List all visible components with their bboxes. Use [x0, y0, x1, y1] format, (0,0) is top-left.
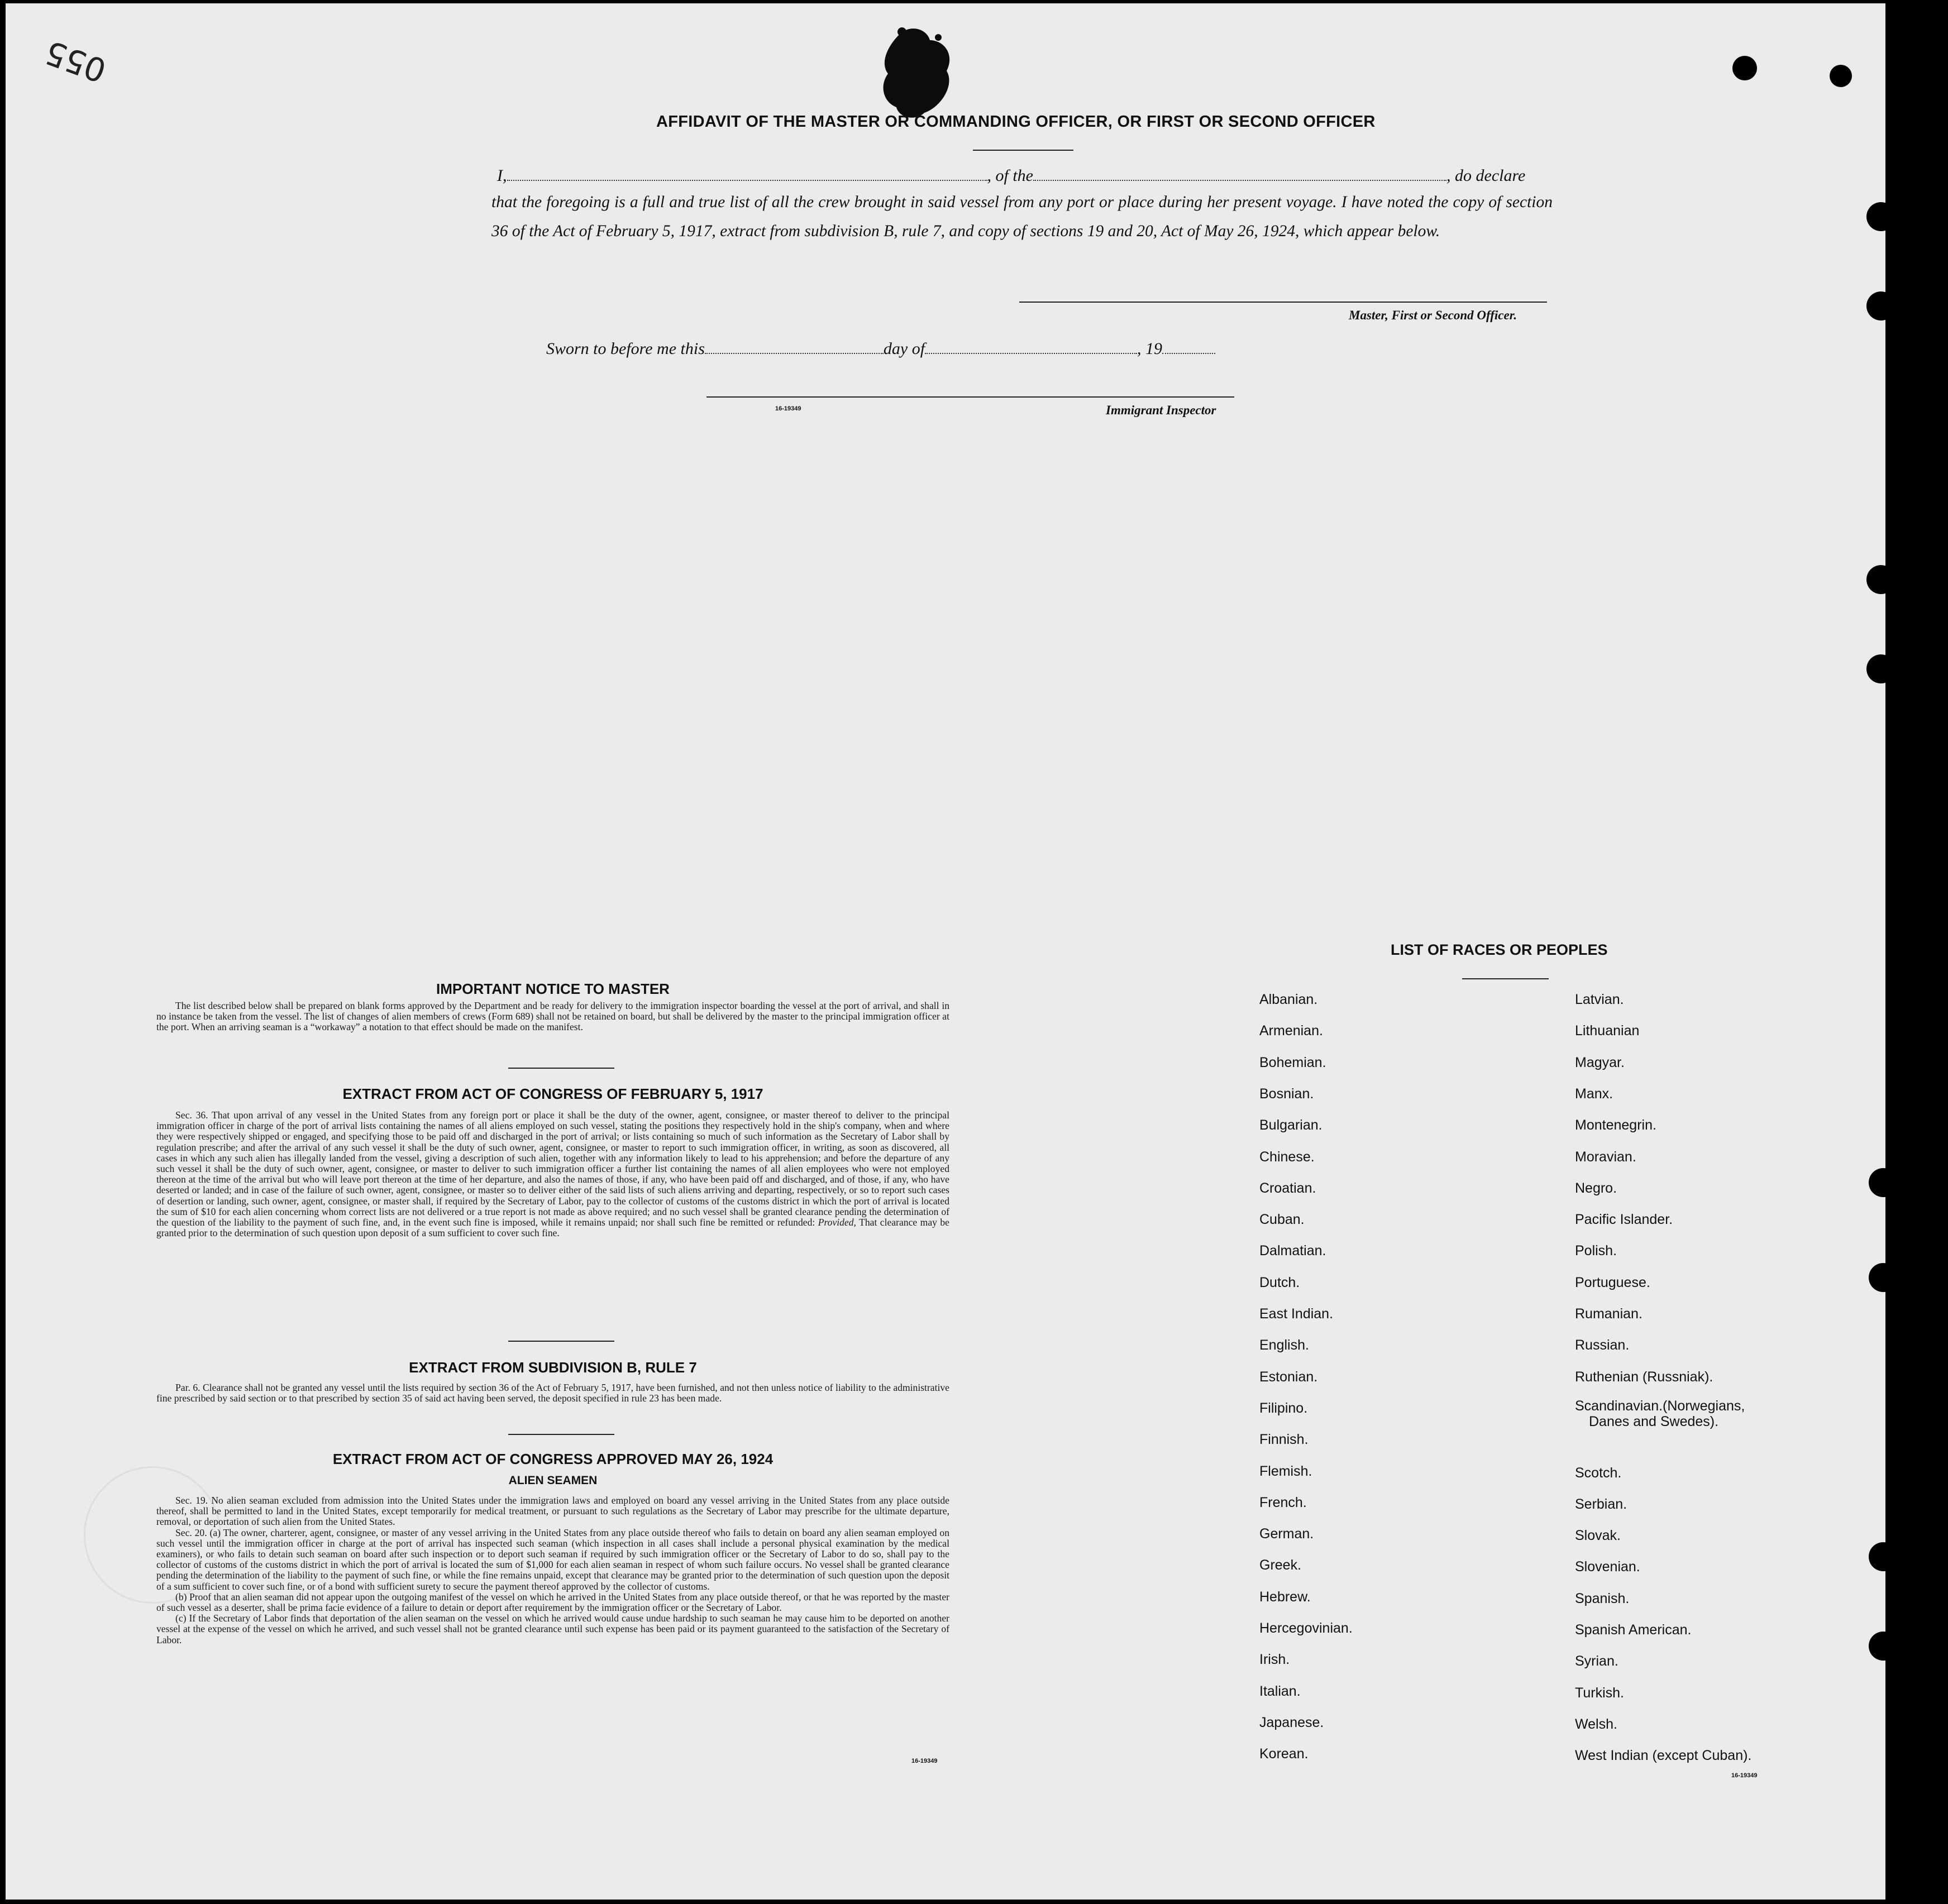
- sworn-line: [546, 339, 1215, 358]
- races-title-rule: [1462, 978, 1549, 979]
- race-item: Korean.: [1259, 1746, 1309, 1762]
- handwritten-page-number: 055: [40, 33, 112, 90]
- proviso-text: That clearance may be granted prior to the determination of such question upon deposit of a sum sufficient to cover such fine.: [156, 1217, 949, 1239]
- race-item: Dalmatian.: [1259, 1243, 1326, 1259]
- race-item: Pacific Islander.: [1575, 1212, 1673, 1228]
- ink-blot-mark: [877, 23, 961, 124]
- race-item: Negro.: [1575, 1180, 1617, 1196]
- binder-hole: [1869, 1542, 1885, 1571]
- race-item: West Indian (except Cuban).: [1575, 1748, 1752, 1764]
- proviso-word: Provided,: [818, 1217, 856, 1228]
- race-item: Danes and Swedes).: [1589, 1413, 1719, 1429]
- declarant-name-field[interactable]: [507, 169, 987, 181]
- race-item: Manx.: [1575, 1085, 1613, 1102]
- race-item: Montenegrin.: [1575, 1117, 1656, 1133]
- race-item: Scandinavian.(Norwegians,: [1575, 1398, 1745, 1414]
- race-item: Armenian.: [1259, 1023, 1323, 1039]
- sec19-paragraph: Sec. 19. No alien seaman excluded from admission into the United States under the immigration laws and employed on board any vessel arriving in the United States from any place outside thereof, shall be permitted to land in the United States, except temporarily for medical treatment, or pursuant to such regulations as the Secretary of Labor may prescribe for the ultimate departure, removal, or deportation of such alien from the United States.: [156, 1495, 949, 1528]
- section-rule: [508, 1434, 614, 1435]
- sworn-day-field[interactable]: [705, 342, 884, 354]
- race-item: Spanish American.: [1575, 1622, 1692, 1638]
- race-item: Greek.: [1259, 1557, 1302, 1573]
- manifest-page: [6, 3, 1885, 1900]
- binder-hole: [1732, 56, 1757, 80]
- race-item: Russian.: [1575, 1337, 1630, 1353]
- sec36-text: Sec. 36. That upon arrival of any vessel in the United States from any foreign port or place it shall be the duty of the owner, agent, consignee, or master thereof to deliver to the principal immigration officer in charge of the port of arrival lists containing the names of all aliens employed on such vessel, stating the positions they respectively hold in the ship's company, when and where they were respectively shipped or engaged, and specifying those to be paid off and discharged in the port of arrival; or lists containing so much of such information as the Secretary of Labor shall by regulation prescribe; and after the arrival of any such vessel it shall be the duty of such owner, agent, consignee, or master to report to such immigration officer, in writing, as soon as discovered, all cases in which any such alien has illegally landed from the vessel, giving a description of such alien, together with any information likely to lead to his apprehension; and before the departure of any such vessel it shall be the duty of such owner, agent, consignee, or master to deliver to such immigration officer a further list containing the names of all alien employees who were not employed thereon at the time of the arrival but who will leave port thereon at the time of her departure, and also the names of those, if any, who have been paid off and discharged, and of those, if any, who have deserted or landed; and in case of the failure of such owner, agent, consignee, or master so to deliver either of the said lists of such aliens arriving and departing, respectively, or so to report such cases of desertion or landing, such owner, agent, consignee, or master shall, if required by the Secretary of Labor, pay to the collector of customs of the customs district in which the port of arrival is located the sum of $10 for each alien concerning whom correct lists are not delivered or a true report is not made as above required; and no such vessel shall be granted clearance pending the determination of the question of the liability to the payment of such fine, and, in the event such fine is imposed, while it remains unpaid; nor shall such fine be remitted or refunded:: [156, 1109, 949, 1228]
- sec20a-paragraph: Sec. 20. (a) The owner, charterer, agent, consignee, or master of any vessel arriving in the United States from any place outside thereof who fails to detain on board any alien seaman employed on such vessel until the immigration officer in charge at the port of arrival has inspected such seaman (which inspection in all cases shall include a personal physical examination by the medical examiners), or who fails to detain such seaman on board after such inspection or to deport such seaman if required by such immigration officer or the Secretary of Labor to do so, shall pay to the collector of customs of the customs district in which the port of arrival is located the sum of $1,000 for each alien seaman in respect of whom such failure occurs. No vessel shall be granted clearance pending the determination of the liability to the payment of such fine, or while the fine remains unpaid, except that clearance may be granted prior to the determination of such question upon the deposit of a sum sufficient to cover such fine, or of a bond with sufficient surety to secure the payment thereof approved by the collector of customs.: [156, 1527, 949, 1592]
- binder-hole: [1869, 1632, 1885, 1661]
- race-item: Albanian.: [1259, 992, 1318, 1007]
- race-item: English.: [1259, 1337, 1309, 1353]
- sec20c-paragraph: (c) If the Secretary of Labor finds that deportation of the alien seaman on the vessel on which he arrived would cause undue hardship to such seaman he may cause him to be deported on another vessel at the expense of the vessel on which he arrived, and such vessel shall not be granted clearance until such expense has been paid or its payment guaranteed to the satisfaction of the Secretary of Labor.: [156, 1613, 949, 1645]
- race-item: Spanish.: [1575, 1590, 1630, 1606]
- races-form-number: 16-19349: [1731, 1772, 1758, 1779]
- race-item: Dutch.: [1259, 1274, 1300, 1290]
- race-item: Estonian.: [1259, 1369, 1318, 1385]
- race-item: Hercegovinian.: [1259, 1620, 1353, 1636]
- race-item: Bohemian.: [1259, 1054, 1326, 1070]
- declaration-text: that the foregoing is a full and true list of all the crew brought in said vessel from any port or place during her present voyage. I have noted the copy of section 36 of the Act of February 5, 1917, extract from subdivision B, rule 7, and copy of sections 19 and 20, Act of May 26, 1924, which appear below.: [491, 193, 1553, 240]
- race-item: Bulgarian.: [1259, 1117, 1322, 1133]
- sworn-year-label: , 19: [1137, 339, 1163, 358]
- race-item: Welsh.: [1575, 1716, 1617, 1732]
- race-item: Slovenian.: [1575, 1559, 1640, 1575]
- alien-seamen-subtitle: ALIEN SEAMEN: [508, 1474, 598, 1487]
- race-item: Cuban.: [1259, 1212, 1305, 1228]
- extract-form-number: 16-19349: [911, 1758, 938, 1764]
- binder-hole: [1869, 1263, 1885, 1292]
- title-rule: [973, 150, 1073, 151]
- rule7-text: [156, 1382, 949, 1404]
- declare-label: , do declare: [1446, 166, 1526, 185]
- race-item: Turkish.: [1575, 1685, 1624, 1701]
- races-title: LIST OF RACES OR PEOPLES: [1391, 941, 1608, 958]
- section-rule: [508, 1341, 614, 1342]
- race-item: Ruthenian (Russniak).: [1575, 1369, 1713, 1385]
- sworn-year-field[interactable]: [1162, 342, 1215, 354]
- declarant-line: [497, 166, 1525, 185]
- race-item: French.: [1259, 1494, 1307, 1510]
- sworn-month-field[interactable]: [925, 342, 1137, 354]
- race-item: Chinese.: [1259, 1149, 1315, 1165]
- race-item: Scotch.: [1575, 1465, 1622, 1481]
- extract-1917-title: EXTRACT FROM ACT OF CONGRESS OF FEBRUARY 5, 1917: [342, 1085, 763, 1102]
- binder-hole: [1866, 202, 1885, 231]
- extract-1917-text: [156, 1110, 949, 1238]
- vessel-of-label: , of the: [987, 166, 1033, 185]
- notice-paragraph: The list described below shall be prepared on blank forms approved by the Department and be ready for delivery to the immigration inspector boarding the vessel at the port of arrival, and shall in no instance be taken from the vessel. The list of changes of alien members of crews (Form 689) shall not be retained on board, but shall be delivered by the master to the principal immigration officer at the port. When an arriving seaman is a “workaway” a notation to that effect should be made on the manifest.: [156, 1000, 949, 1033]
- race-item: Syrian.: [1575, 1653, 1618, 1669]
- binder-hole: [1866, 565, 1885, 594]
- race-item: Magyar.: [1575, 1054, 1625, 1070]
- sec20b-paragraph: (b) Proof that an alien seaman did not appear upon the outgoing manifest of the vessel on which he arrived in the United States from any place outside thereof, or that he was reported by the master of such vessel as a deserter, shall be prima facie evidence of a failure to detain or deport after requirement by the immigration officer or the Secretary of Labor.: [156, 1591, 949, 1614]
- inspector-caption: Immigrant Inspector: [1106, 403, 1216, 417]
- inspector-signature-line[interactable]: [706, 396, 1234, 398]
- race-item: Bosnian.: [1259, 1085, 1314, 1102]
- race-item: Hebrew.: [1259, 1589, 1311, 1605]
- sworn-dayof-label: day of: [883, 339, 925, 358]
- race-item: Finnish.: [1259, 1432, 1309, 1448]
- race-item: Italian.: [1259, 1683, 1301, 1699]
- affidavit-form-number: 16-19349: [775, 405, 801, 412]
- race-item: Irish.: [1259, 1652, 1290, 1668]
- race-item: Slovak.: [1575, 1528, 1621, 1544]
- rule7-title: EXTRACT FROM SUBDIVISION B, RULE 7: [409, 1359, 697, 1376]
- rule7-paragraph: Par. 6. Clearance shall not be granted any vessel until the lists required by section 36 of the Act of February 5, 1917, have been furnished, and not then unless notice of liability to the administrative fine prescribed by said section or to that prescribed by section 35 of said act having been served, the deposit specified in rule 23 has been made.: [156, 1382, 949, 1404]
- extract-1924-text: [156, 1495, 949, 1645]
- race-item: Moravian.: [1575, 1149, 1636, 1165]
- binder-hole: [1866, 654, 1885, 683]
- binder-hole: [1869, 1168, 1885, 1197]
- extract-1924-title: EXTRACT FROM ACT OF CONGRESS APPROVED MAY 26, 1924: [332, 1451, 774, 1467]
- race-item: German.: [1259, 1526, 1314, 1542]
- race-item: Latvian.: [1575, 992, 1624, 1007]
- race-item: Rumanian.: [1575, 1306, 1643, 1322]
- affidavit-title: AFFIDAVIT OF THE MASTER OR COMMANDING OFFICER, OR FIRST OR SECOND OFFICER: [656, 113, 1376, 131]
- race-item: Japanese.: [1259, 1714, 1324, 1730]
- race-item: Polish.: [1575, 1243, 1617, 1259]
- extract-1917-paragraph: [156, 1110, 949, 1238]
- notice-text: [156, 1001, 949, 1033]
- declarant-i-label: I,: [497, 166, 507, 185]
- binder-hole: [1830, 65, 1852, 87]
- binder-hole: [1866, 291, 1885, 320]
- sworn-prefix-label: Sworn to before me this: [546, 339, 705, 358]
- race-item: Portuguese.: [1575, 1274, 1650, 1290]
- master-signature-line[interactable]: [1019, 302, 1547, 303]
- notice-title: IMPORTANT NOTICE TO MASTER: [436, 980, 670, 997]
- section-rule: [508, 1068, 614, 1069]
- vessel-name-field[interactable]: [1033, 169, 1446, 181]
- race-item: Serbian.: [1575, 1496, 1627, 1512]
- race-item: East Indian.: [1259, 1306, 1334, 1322]
- race-item: Filipino.: [1259, 1400, 1308, 1416]
- master-signature-caption: Master, First or Second Officer.: [1349, 308, 1517, 322]
- race-item: Croatian.: [1259, 1180, 1316, 1196]
- race-item: Lithuanian: [1575, 1023, 1640, 1039]
- race-item: Flemish.: [1259, 1463, 1312, 1479]
